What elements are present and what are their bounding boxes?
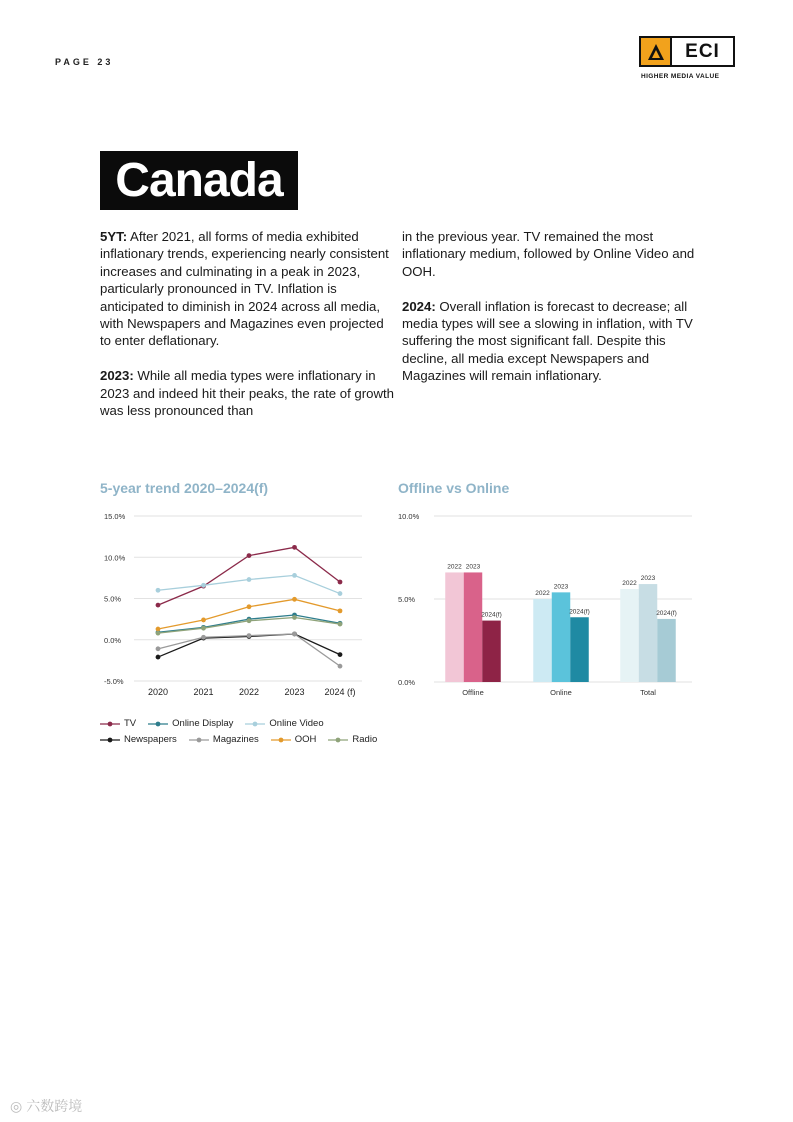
- data-point: [247, 604, 252, 609]
- data-point: [338, 591, 343, 596]
- x-tick-label: 2020: [147, 687, 169, 697]
- y-tick-label: 5.0%: [398, 595, 416, 604]
- legend-swatch-dot: [253, 721, 258, 726]
- legend-swatch-dot: [336, 737, 341, 742]
- legend-label: Newspapers: [124, 734, 177, 745]
- legend-item: [245, 718, 323, 729]
- legend-swatch-dot: [278, 737, 283, 742]
- data-point: [338, 622, 343, 627]
- paragraph-2023-continued: [402, 228, 697, 280]
- data-point: [292, 632, 297, 637]
- legend-label: Radio: [352, 734, 378, 745]
- legend-item: [100, 734, 177, 745]
- x-tick-label: Online: [550, 688, 572, 697]
- legend-swatch-dot: [196, 737, 201, 742]
- paragraph-2024-text: Overall inflation is forecast to decrease; all media types will see a slowing in inflation, with TV suffering the most significant fall. Despite this decline, all media except Newspapers and Magazines will remain inflationary.: [402, 298, 693, 384]
- data-point: [156, 603, 161, 608]
- data-point: [338, 652, 343, 657]
- data-point: [292, 573, 297, 578]
- bar-value-label: 2024(f): [656, 609, 677, 617]
- paragraph-2023-lead: 2023:: [100, 368, 134, 384]
- legend-swatch-icon: [100, 719, 120, 729]
- paragraph-2023-text: While all media types were inflationary in 2023 and indeed hit their peaks, the rate of growth was less pronounced than: [100, 368, 394, 419]
- x-tick-label: 2022: [238, 687, 260, 697]
- legend-item: [271, 734, 317, 745]
- line-chart-title: 5-year trend 2020–2024(f): [100, 480, 269, 496]
- legend-swatch-icon: [328, 735, 348, 745]
- data-point: [201, 583, 206, 588]
- data-point: [338, 664, 343, 669]
- data-point: [156, 655, 161, 660]
- data-point: [247, 633, 252, 638]
- bar-value-label: 2023: [553, 583, 569, 591]
- data-point: [156, 588, 161, 593]
- body-column-right: [402, 228, 697, 402]
- paragraph-5yt-text: After 2021, all forms of media exhibited inflationary trends, experiencing nearly consistent increases and culminating in a peak in 2023, particularly pronounced in TV. Inflation is anticipated to diminish in 2024 across all media, with Newspapers and Magazines even projected to enter deflationary.: [100, 229, 389, 349]
- data-point: [292, 545, 297, 550]
- bar-online-2024f: [570, 617, 589, 682]
- bar-offline-2023: [464, 572, 483, 682]
- data-point: [338, 580, 343, 585]
- legend-swatch-dot: [108, 737, 113, 742]
- legend-swatch-icon: [100, 735, 120, 745]
- bar-value-label: 2022: [622, 580, 637, 588]
- x-tick-label: Total: [640, 688, 656, 697]
- bar-online-2023: [552, 592, 571, 682]
- paragraph-5yt-lead: 5YT:: [100, 229, 128, 244]
- legend-item: [100, 718, 136, 729]
- bar-chart: [398, 505, 698, 705]
- bar-value-label: 2024(f): [569, 608, 590, 616]
- data-point: [201, 626, 206, 631]
- y-tick-label: 10.0%: [104, 553, 126, 563]
- legend-swatch-dot: [156, 721, 161, 726]
- legend-row: [100, 718, 390, 729]
- legend-swatch-dot: [108, 721, 113, 726]
- watermark: [10, 1096, 82, 1116]
- logo-mark: [641, 38, 672, 65]
- y-tick-label: 15.0%: [104, 512, 126, 521]
- y-tick-label: -5.0%: [104, 677, 124, 686]
- y-tick-label: 10.0%: [398, 512, 420, 521]
- data-point: [201, 635, 206, 640]
- bar-offline-2024f: [482, 621, 501, 682]
- legend-swatch-icon: [271, 735, 291, 745]
- line-chart-legend: [100, 718, 390, 750]
- bar-value-label: 2022: [447, 563, 462, 571]
- logo-name: ECI: [685, 40, 720, 62]
- x-tick-label: 2024 (f): [324, 687, 356, 697]
- paragraph-2023: [100, 367, 395, 419]
- data-point: [156, 627, 161, 632]
- data-point: [292, 615, 297, 620]
- legend-item: [328, 734, 377, 745]
- body-column-left: [100, 228, 395, 437]
- legend-label: Online Display: [172, 718, 234, 729]
- data-point: [338, 608, 343, 613]
- paragraph-2024-lead: 2024:: [402, 298, 436, 314]
- bar-online-2022: [533, 599, 552, 682]
- page-title: Canada: [100, 151, 298, 210]
- legend-item: [148, 718, 233, 729]
- bar-total-2024f: [657, 619, 676, 682]
- bar-value-label: 2022: [535, 590, 550, 597]
- bar-value-label: 2023: [640, 575, 656, 583]
- legend-swatch-icon: [245, 719, 265, 729]
- paragraph-5yt: [100, 228, 395, 350]
- y-tick-label: 0.0%: [104, 635, 122, 645]
- y-tick-label: 5.0%: [104, 594, 122, 604]
- legend-label: OOH: [294, 734, 317, 745]
- bar-total-2022: [620, 589, 639, 682]
- paragraph-2024: [402, 298, 697, 385]
- paragraph-2023-text-continued: in the previous year. TV remained the most inflationary medium, followed by Online Video and OOH.: [402, 229, 695, 279]
- data-point: [201, 618, 206, 623]
- data-point: [292, 597, 297, 602]
- data-point: [156, 646, 161, 651]
- data-point: [247, 577, 252, 582]
- legend-item: [189, 734, 259, 745]
- data-point: [247, 553, 252, 558]
- x-tick-label: Offline: [462, 688, 484, 697]
- bar-offline-2022: [445, 572, 464, 682]
- watermark-icon: ◎: [10, 1097, 23, 1114]
- eci-logo: [639, 36, 739, 82]
- data-point: [247, 618, 252, 623]
- y-tick-label: 0.0%: [398, 678, 416, 687]
- series-line-ooh: [158, 599, 340, 629]
- logo-tagline: HIGHER MEDIA VALUE: [641, 73, 720, 80]
- legend-label: Online Video: [269, 718, 324, 729]
- legend-label: Magazines: [212, 734, 259, 745]
- x-tick-label: 2023: [284, 687, 305, 697]
- legend-row: [100, 734, 390, 745]
- logo-triangle-icon: [646, 42, 666, 62]
- logo-box: [639, 36, 735, 67]
- page-number: PAGE 23: [55, 57, 114, 67]
- data-point: [156, 631, 161, 636]
- legend-label: TV: [124, 718, 137, 729]
- bar-value-label: 2024(f): [481, 611, 502, 619]
- legend-swatch-icon: [189, 735, 209, 745]
- line-chart: [100, 505, 370, 705]
- bar-chart-title: Offline vs Online: [398, 480, 510, 496]
- bar-total-2023: [639, 584, 658, 682]
- x-tick-label: 2021: [193, 687, 214, 697]
- bar-value-label: 2023: [465, 563, 481, 571]
- watermark-text: 六数跨境: [26, 1098, 83, 1114]
- legend-swatch-icon: [148, 719, 168, 729]
